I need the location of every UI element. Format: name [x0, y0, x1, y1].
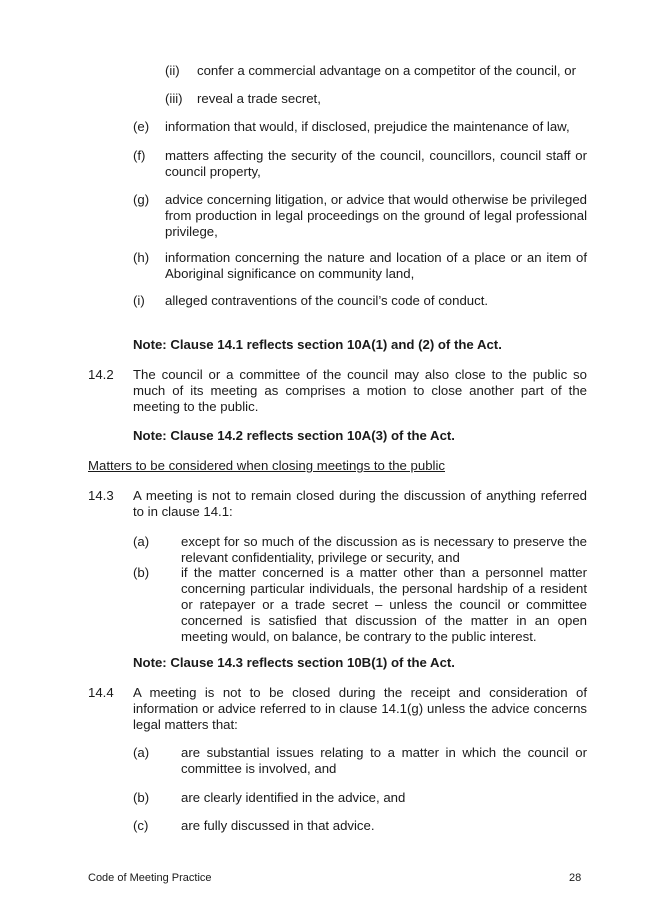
clause-14-3-b-text: if the matter concerned is a matter other than a personnel matter concerning particular individuals, the personal hardship of a resident or ratepayer or a trade secret – unless the council or committee concerned is satisfied that discussion of the matter in an open meeting would, on balance, be contrary to the public interest. — [181, 565, 587, 644]
clause-14-3-a-number: (a) — [133, 534, 150, 549]
clause-14-3-text: A meeting is not to remain closed during the discussion of anything referred to in clause 14.1: — [133, 488, 587, 519]
item-f-text: matters affecting the security of the council, councillors, council staff or council property, — [165, 148, 587, 179]
item-i-number: (i) — [133, 293, 145, 308]
clause-14-2-number: 14.2 — [88, 367, 114, 382]
note-14-2: Note: Clause 14.2 reflects section 10A(3) of the Act. — [133, 428, 455, 443]
clause-14-4-text: A meeting is not to be closed during the receipt and consideration of information or advice referred to in clause 14.1(g) unless the advice concerns legal matters that: — [133, 685, 587, 732]
clause-14-4-a-number: (a) — [133, 745, 150, 760]
item-i-text: alleged contraventions of the council’s code of conduct. — [165, 293, 489, 308]
clause-14-4-b-text: are clearly identified in the advice, and — [181, 790, 406, 805]
item-iii-text: reveal a trade secret, — [197, 91, 321, 106]
clause-14-2-text: The council or a committee of the council may also close to the public so much of its meeting as comprises a motion to close another part of the meeting to the public. — [133, 367, 587, 414]
item-iii-number: (iii) — [165, 91, 183, 106]
item-g-number: (g) — [133, 192, 150, 207]
item-e-number: (e) — [133, 119, 150, 134]
clause-14-3-b-number: (b) — [133, 565, 150, 580]
item-h-text: information concerning the nature and location of a place or an item of Aboriginal significance on community land, — [165, 250, 587, 281]
item-g-text: advice concerning litigation, or advice that would otherwise be privileged from production in legal proceedings on the ground of legal professional privilege, — [165, 192, 587, 239]
item-ii-number: (ii) — [165, 63, 180, 78]
note-14-1: Note: Clause 14.1 reflects section 10A(1) and (2) of the Act. — [133, 337, 502, 352]
clause-14-4-a-text: are substantial issues relating to a matter in which the council or committee is involved, and — [181, 745, 587, 776]
note-14-3: Note: Clause 14.3 reflects section 10B(1) of the Act. — [133, 655, 455, 670]
clause-14-4-c-text: are fully discussed in that advice. — [181, 818, 375, 833]
clause-14-4-number: 14.4 — [88, 685, 114, 700]
section-heading: Matters to be considered when closing meetings to the public — [88, 458, 445, 473]
item-f-number: (f) — [133, 148, 146, 163]
page-number: 28 — [569, 872, 582, 884]
clause-14-3-number: 14.3 — [88, 488, 114, 503]
item-h-number: (h) — [133, 250, 150, 265]
clause-14-4-c-number: (c) — [133, 818, 149, 833]
footer-title: Code of Meeting Practice — [88, 872, 212, 884]
item-ii-text: confer a commercial advantage on a competitor of the council, or — [197, 63, 576, 78]
item-e-text: information that would, if disclosed, prejudice the maintenance of law, — [165, 119, 570, 134]
clause-14-4-b-number: (b) — [133, 790, 150, 805]
clause-14-3-a-text: except for so much of the discussion as is necessary to preserve the relevant confidentiality, privilege or security, and — [181, 534, 587, 565]
